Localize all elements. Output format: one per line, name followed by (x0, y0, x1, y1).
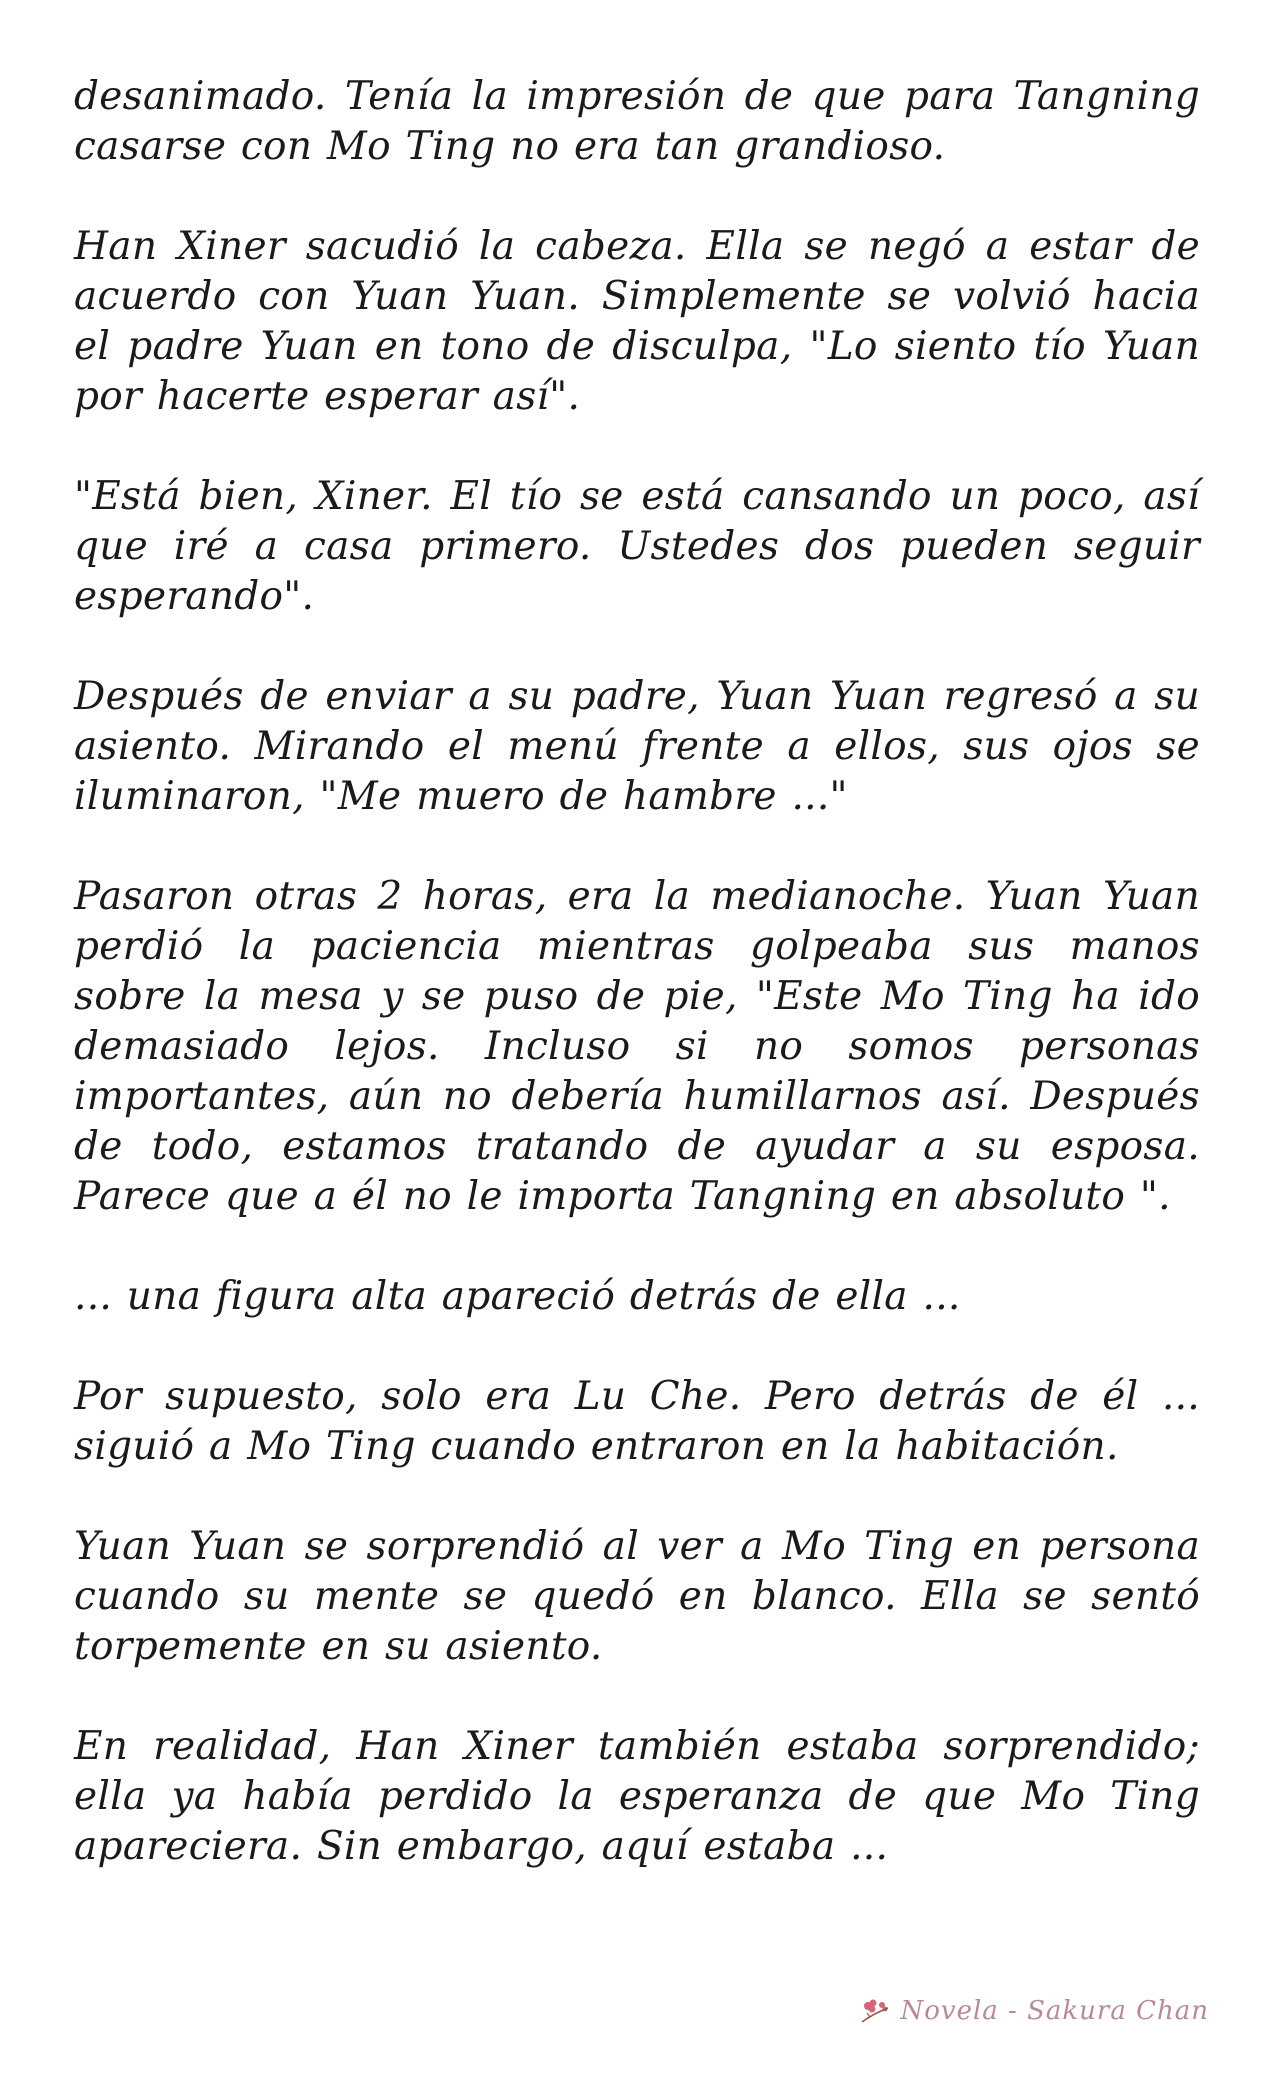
document-page (74, 72, 1200, 1922)
watermark-text: Novela - Sakura Chan (900, 1996, 1209, 2026)
paragraph-2: Han Xiner sacudió la cabeza. Ella se negó a estar de acuerdo con Yuan Yuan. Simplemente se volvió hacia el padre Yuan en tono de disculpa, "Lo siento tío Yuan por hacerte esperar así". (74, 224, 1200, 419)
paragraph-6: ... una figura alta apareció detrás de ella ... (74, 1274, 961, 1319)
watermark (858, 1996, 1209, 2026)
paragraph-3: "Está bien, Xiner. El tío se está cansando un poco, así que iré a casa primero. Ustedes dos pueden seguir esperando". (74, 474, 1200, 619)
paragraph-9: En realidad, Han Xiner también estaba sorprendido; ella ya había perdido la esperanza de que Mo Ting apareciera. Sin embargo, aquí estaba ... (74, 1724, 1200, 1869)
paragraph-7: Por supuesto, solo era Lu Che. Pero detrás de él ... siguió a Mo Ting cuando entraron en la habitación. (74, 1374, 1200, 1469)
paragraph-1: desanimado. Tenía la impresión de que para Tangning casarse con Mo Ting no era tan grandioso. (74, 74, 1200, 169)
paragraph-5: Pasaron otras 2 horas, era la medianoche. Yuan Yuan perdió la paciencia mientras golpeaba sus manos sobre la mesa y se puso de pie, "Este Mo Ting ha ido demasiado lejos. Incluso si no somos personas importantes, aún no debería humillarnos así. Después de todo, estamos tratando de ayudar a su esposa. Parece que a él no le importa Tangning en absoluto ". (74, 874, 1200, 1219)
paragraph-8: Yuan Yuan se sorprendió al ver a Mo Ting en persona cuando su mente se quedó en blanco. Ella se sentó torpemente en su asiento. (74, 1524, 1200, 1669)
cherry-blossom-icon (858, 1996, 892, 2026)
paragraph-4: Después de enviar a su padre, Yuan Yuan regresó a su asiento. Mirando el menú frente a ellos, sus ojos se iluminaron, "Me muero de hambre ..." (74, 674, 1200, 819)
